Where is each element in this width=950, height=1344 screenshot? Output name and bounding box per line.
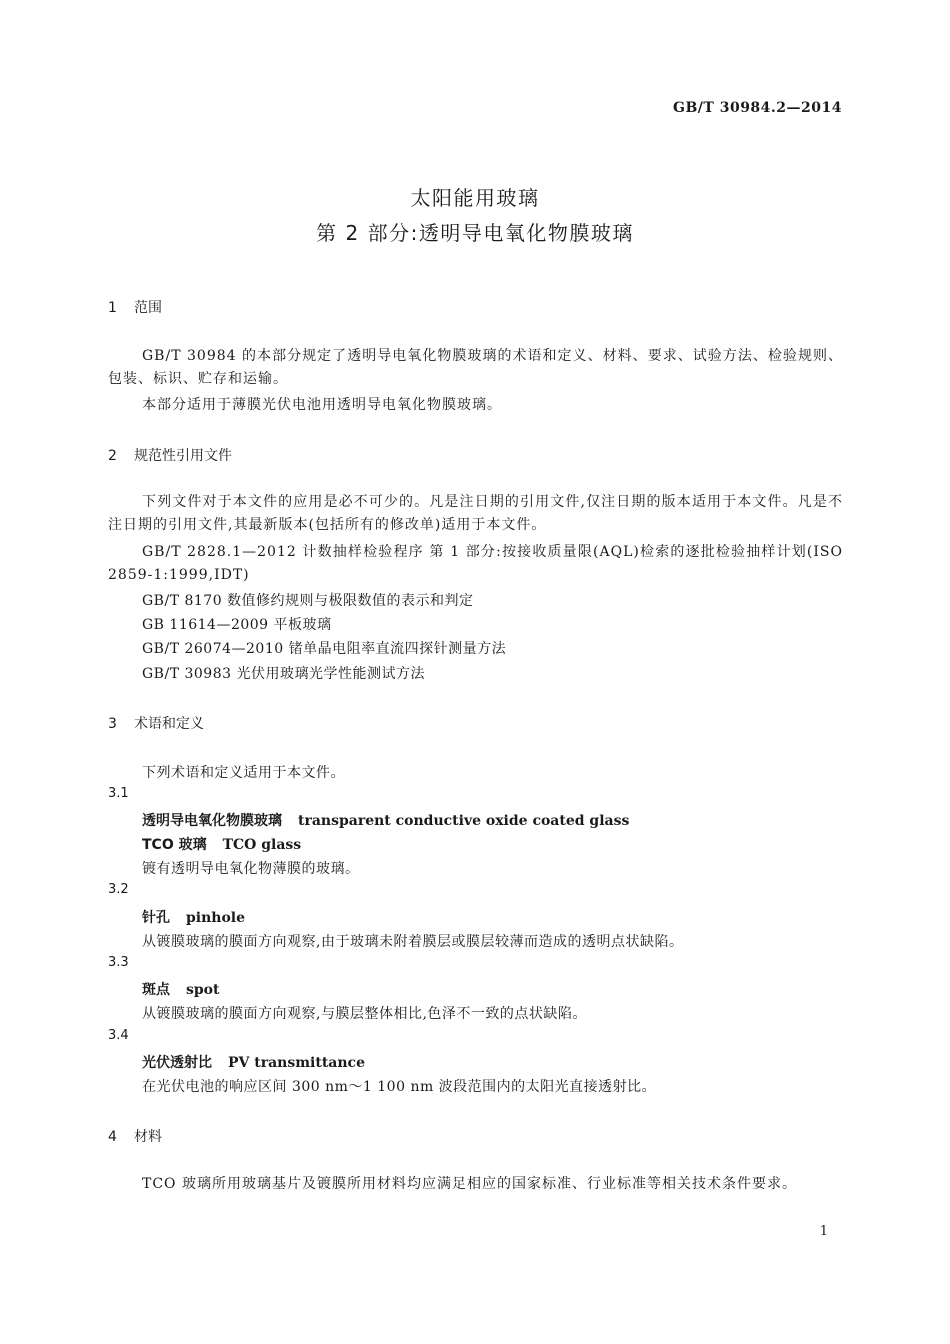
term-zh: 透明导电氧化物膜玻璃	[142, 813, 282, 829]
term-definition: 从镀膜玻璃的膜面方向观察,由于玻璃未附着膜层或膜层较薄而造成的透明点状缺陷。	[142, 934, 684, 950]
section-2-heading	[108, 445, 232, 465]
document-title-line2: 第 2 部分:透明导电氧化物膜玻璃	[316, 221, 634, 245]
section-title: 材料	[134, 1129, 162, 1145]
section-4-heading	[108, 1126, 162, 1146]
term-synonym	[142, 834, 301, 854]
document-title-line1: 太阳能用玻璃	[410, 186, 540, 210]
term-number: 3.3	[108, 955, 129, 970]
section-title: 范围	[134, 300, 162, 316]
term-zh: 光伏透射比	[142, 1055, 212, 1071]
term-en: spot	[186, 982, 220, 998]
reference-item: GB/T 8170 数值修约规则与极限数值的表示和判定	[142, 593, 474, 609]
standard-number: GB/T 30984.2—2014	[673, 100, 842, 116]
reference-item: GB 11614—2009 平板玻璃	[142, 617, 332, 633]
reference-item: GB/T 30983 光伏用玻璃光学性能测试方法	[142, 666, 425, 682]
page-number: 1	[819, 1224, 828, 1239]
section-number: 1	[108, 300, 117, 316]
term-entry	[142, 810, 629, 830]
term-entry	[142, 1052, 365, 1072]
term-number: 3.4	[108, 1028, 129, 1043]
term-zh: 斑点	[142, 982, 170, 998]
reference-item: GB/T 26074—2010 锗单晶电阻率直流四探针测量方法	[142, 641, 507, 657]
section-title: 术语和定义	[134, 716, 204, 732]
term-en: PV transmittance	[228, 1055, 365, 1071]
term-definition: 镀有透明导电氧化物薄膜的玻璃。	[142, 861, 360, 877]
section-3-heading	[108, 713, 204, 733]
term-entry	[142, 907, 245, 927]
term-number: 3.2	[108, 882, 129, 897]
section-3-intro: 下列术语和定义适用于本文件。	[142, 765, 345, 781]
term-en: transparent conductive oxide coated glass	[298, 813, 630, 829]
reference-item: GB/T 2828.1—2012 计数抽样检验程序 第 1 部分:按接收质量限(AQL)检索的逐批检验抽样计划(ISO 2859-1:1999,IDT)	[108, 544, 843, 583]
term-zh: 针孔	[142, 910, 170, 926]
section-number: 2	[108, 448, 117, 464]
section-2-paragraph-1: 下列文件对于本文件的应用是必不可少的。凡是注日期的引用文件,仅注日期的版本适用于本文件。凡是不注日期的引用文件,其最新版本(包括所有的修改单)适用于本文件。	[108, 494, 843, 533]
section-1-heading	[108, 297, 162, 317]
section-1-paragraph-2: 本部分适用于薄膜光伏电池用透明导电氧化物膜玻璃。	[142, 397, 502, 413]
term-definition: 从镀膜玻璃的膜面方向观察,与膜层整体相比,色泽不一致的点状缺陷。	[142, 1006, 587, 1022]
section-title: 规范性引用文件	[134, 448, 232, 464]
section-4-paragraph-1: TCO 玻璃所用玻璃基片及镀膜所用材料均应满足相应的国家标准、行业标准等相关技术条件要求。	[142, 1176, 797, 1192]
term-alt-zh: TCO 玻璃	[142, 837, 207, 853]
section-1-paragraph-1: GB/T 30984 的本部分规定了透明导电氧化物膜玻璃的术语和定义、材料、要求、试验方法、检验规则、包装、标识、贮存和运输。	[108, 348, 843, 387]
term-number: 3.1	[108, 786, 129, 801]
section-number: 4	[108, 1129, 117, 1145]
term-definition: 在光伏电池的响应区间 300 nm～1 100 nm 波段范围内的太阳光直接透射比。	[142, 1079, 657, 1095]
term-en: pinhole	[186, 910, 246, 926]
term-alt-en: TCO glass	[222, 837, 302, 853]
term-entry	[142, 979, 219, 999]
section-number: 3	[108, 716, 117, 732]
